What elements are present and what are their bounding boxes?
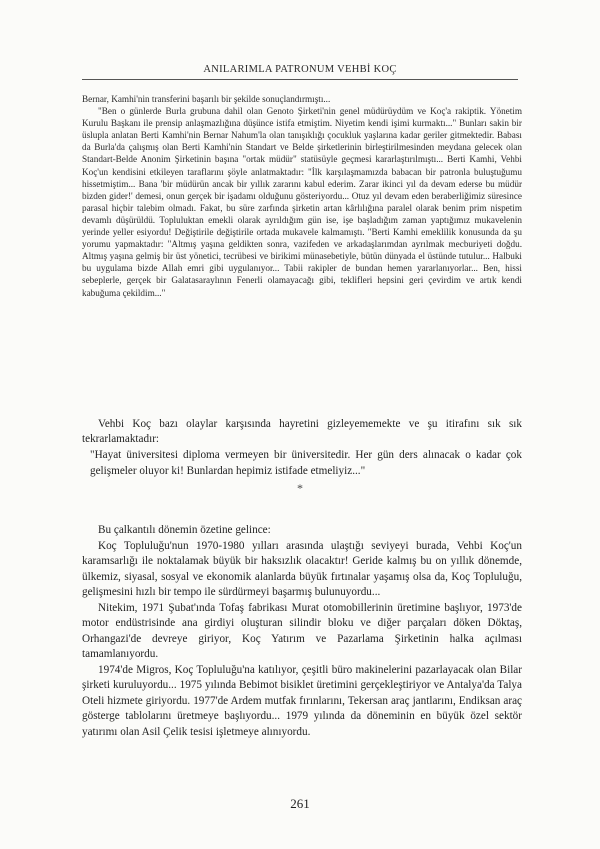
section-separator: * [297,481,303,495]
header-rule [82,79,518,80]
quoted-passage [82,93,522,299]
mid-intro: Vehbi Koç bazı olaylar karşısında hayretini gizleyememekte ve şu itirafını sık sık tekrarlamaktadır: [82,418,522,446]
mid-quote: "Hayat üniversitesi diploma vermeyen bir üniversitedir. Her gün ders alınacak o kadar çok gelişmeler oluyor ki! Bunlardan hepimiz istifade etmeliyiz..." [90,449,522,477]
quoted-paragraph: "Ben o günlerde Burla grubuna dahil olan Genoto Şirketi'nin genel müdürüydüm ve Koç'a rakiptik. Yönetim Kurulu Başkanı ile prensip anlaşmazlığına düşünce istifa etmiştim. Niyetim kendi işimi kurmaktı..." Bunları sakin bir üslupla anlatan Berti Kamhi'nin Bernar Nahum'la olan tanışıklığı çocukluk yaşlarına kadar geriler gitmektedir. Babası da Burla'da çalışmış olan Berti Kamhi'nin Standart ve Belde şirketlerinin birleştirilmesinden meydana gelecek olan Standart-Belde Anonim Şirketinin başına "ortak müdür" statüsüyle geçmesi kararlaştırılmıştı... Berti Kamhi, Vehbi Koç'un kendisini etkileyen taraflarını şöyle anlatmaktadır: "İlk karşılaşmamızda babacan bir patronla buluştuğumu hissetmiştim... Bana 'bir müdürün ancak bir yıllık zararını kabul ederim. Zarar ikinci yıl da devam ederse bu müdür bizden gider!' demesi, onun gerçek bir işadamı olduğunu gösteriyordu... Otuz yıl devam eden beraberliğimiz süresince parasal hiçbir talebim olmadı. Fakat, bu süre zarfında şirketin artan kârlılığına paralel olarak benim prim nispetim devamlı düşürüldü. Topluluktan emekli olarak ayrıldığım gün ise, işe başladığım zaman yaptığımız mukavelenin yerinde yeller esiyordu! Değiştirile değiştirile ortada mukavele kalmamıştı. "Berti Kamhi emeklilik konusunda da şu yorumu yapmaktadır: "Altmış yaşına geldikten sonra, vazifeden ve arkadaşlarımdan ayrılmak mecburiyeti doğdu. Altmış yaşına gelmiş bir üst yönetici, tecrübesi ve birikimi münasebetiyle, bütün dünyada el üstünde tutulur... Halbuki bu uygulama bizde Allah emri gibi uygulanıyor... Tabii rakipler de bundan hemen yararlanıyorlar... Ben, hissi sebeplerle, gerçek bir Galatasaraylının Fenerli olamayacağı gibi, teklifleri hepsini geri çevirdim ve artık kendi kabuğuma çekildim..." [82,106,522,298]
body-paragraph: Koç Topluluğu'nun 1970-1980 yılları arasında ulaştığı seviyeyi burada, Vehbi Koç'un karamsarlığı ile noktalamak büyük bir haksızlık olacaktır! Geride kalmış bu on yıllık dönemde, ülkemiz, siyasal, sosyal ve ekonomik alanlarda büyük fırtınalar yaşamış olsa da, Koç Topluluğu, gelişmesini hızlı bir tempo ile sürdürmeyi başarmış bulunuyordu... [82,539,522,598]
page-number: 261 [290,796,310,811]
body-paragraph: Nitekim, 1971 Şubat'ında Tofaş fabrikası Murat otomobillerinin üretimine başlıyor, 1973'de motor endüstrisinde ana girdiyi oluşturan silindir bloku ve diğer parçaları döken Döktaş, Orhangazi'de devreye giriyor, Koç Yatırım ve Pazarlama Şirketinin halka açılması tamamlanıyordu. [82,601,522,660]
mid-section [82,417,522,479]
quoted-paragraph: Bernar, Kamhi'nin transferini başarılı bir şekilde sonuçlandırmıştı... [82,94,331,104]
body-paragraph: Bu çalkantılı dönemin özetine gelince: [98,524,271,536]
main-section [82,523,522,740]
body-paragraph: 1974'de Migros, Koç Topluluğu'na katılıyor, çeşitli büro makinelerini pazarlayacak olan Bilar şirketi kuruluyordu... 1975 yılında Bebimot bisiklet üretimini gerçekleştiriyor ve Antalya'da Talya Oteli hizmete giriyordu. 1977'de Ardem mutfak fırınlarını, Tekersan araç jantlarını, Endiksan araç gösterge tablolarını üretmeye başlıyordu... 1979 yılında da döneminin en büyük özel sektör yatırımı olan Asil Çelik tesisi işletmeye alınıyordu. [82,663,522,738]
running-head: ANILARIMLA PATRONUM VEHBİ KOÇ [203,64,397,75]
